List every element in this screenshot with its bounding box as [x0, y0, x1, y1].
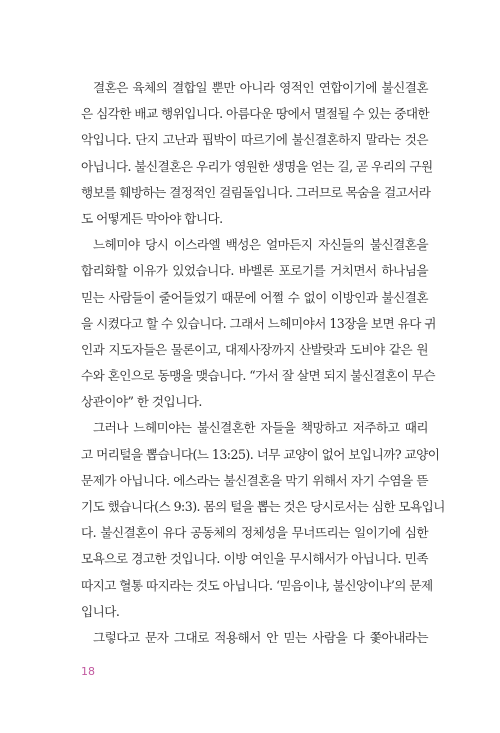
text-line: 상관이야” 한 것입니다. — [81, 394, 202, 410]
text-line: 악입니다. 단지 고난과 핍박이 따르기에 불신결혼하지 말라는 것은 — [81, 132, 428, 148]
paragraph-4 — [81, 625, 428, 651]
text-line: 결혼은 육체의 결합일 뿐만 아니라 영적인 연합이기에 불신결혼 — [93, 80, 428, 95]
text-line: 합리화할 이유가 있었습니다. 바벨론 포로기를 거치면서 하나님을 — [81, 263, 428, 279]
paragraph-1 — [81, 75, 433, 232]
text-line: 느헤미야 당시 이스라엘 백성은 얼마든지 자신들의 불신결혼을 — [93, 237, 428, 253]
text-line: 문제가 아닙니다. 에스라는 불신결혼을 막기 위해서 자기 수염을 뜯 — [81, 472, 428, 488]
body-text — [81, 75, 445, 651]
text-line: 을 시켰다고 할 수 있습니다. 그래서 느헤미야서 13장을 보면 유다 귀 — [81, 315, 436, 331]
text-line: 기도 했습니다(스 9:3). 몸의 털을 뽑는 것은 당시로서는 심한 모욕입니 — [81, 499, 445, 514]
text-line: 인과 지도자들은 물론이고, 대제사장까지 산발랏과 도비야 같은 원 — [81, 341, 428, 357]
text-line: 모욕으로 경고한 것입니다. 이방 여인을 무시해서가 아닙니다. 민족 — [81, 551, 428, 567]
text-line: 아닙니다. 불신결혼은 우리가 영원한 생명을 얻는 길, 곧 우리의 구원 — [81, 158, 433, 174]
text-line: 입니다. — [81, 603, 120, 619]
text-line: 그러나 느헤미야는 불신결혼한 자들을 책망하고 저주하고 때리 — [93, 420, 428, 436]
text-line: 따지고 혈통 따지라는 것도 아닙니다. ‘믿음이냐, 불신앙이냐’의 문제 — [81, 577, 433, 593]
text-line: 다. 불신결혼이 유다 공동체의 정체성을 무너뜨리는 일이기에 심한 — [81, 525, 428, 541]
paragraph-3 — [81, 415, 445, 625]
paragraph-2 — [81, 232, 436, 415]
page-number: 18 — [81, 665, 95, 678]
text-line: 행보를 훼방하는 결정적인 걸림돌입니다. 그러므로 목숨을 걸고서라 — [81, 184, 431, 200]
text-line: 고 머리털을 뽑습니다(느 13:25). 너무 교양이 없어 보입니까? 교양이 — [81, 446, 440, 462]
text-line: 믿는 사람들이 줄어들었기 때문에 어쩔 수 없이 이방인과 불신결혼 — [81, 289, 428, 305]
text-line: 수와 혼인으로 동맹을 맺습니다. “가서 잘 살면 되지 불신결혼이 무슨 — [81, 368, 436, 384]
text-line: 도 어떻게든 막아야 합니다. — [81, 210, 223, 226]
text-line: 은 심각한 배교 행위입니다. 아름다운 땅에서 멸절될 수 있는 중대한 — [81, 106, 430, 122]
text-line: 그렇다고 문자 그대로 적용해서 안 믿는 사람을 다 쫓아내라는 — [93, 629, 428, 645]
